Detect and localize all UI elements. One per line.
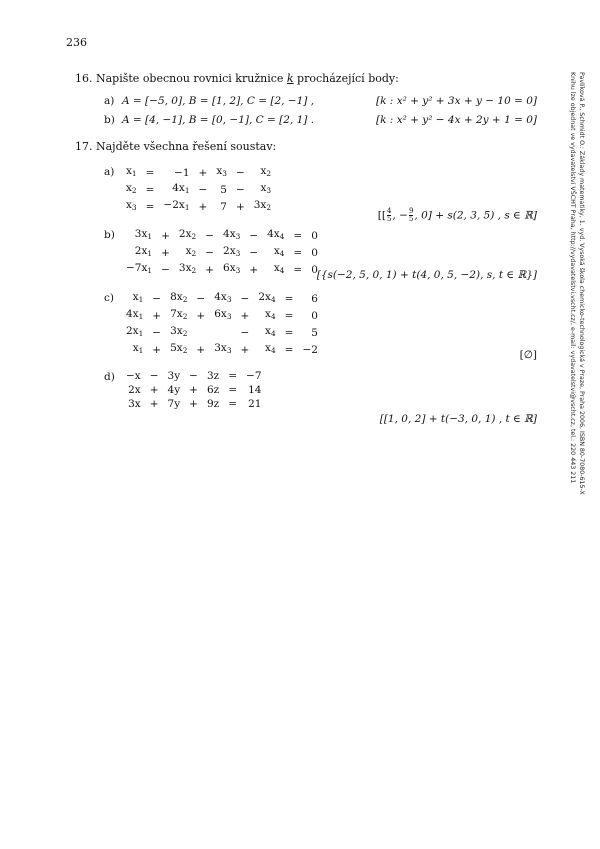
system-a	[124, 164, 273, 215]
system-b-row: $-7x_1$ − $3x_2$ + $6x_3$ + $x_4$ = 0	[126, 262, 318, 276]
problem-17d-answer: [[1, 0, 2] + t(−3, 0, 1) , t ∈ ℝ]	[379, 413, 537, 425]
system-d-row: 3x + 7y + 9z = 21	[128, 398, 262, 410]
system-c-row: $4x_1$ + $7x_2$ + $6x_3$ + $x_4$ = 0	[126, 308, 318, 322]
problem-16b-points: A = [4, −1], B = [0, −1], C = [2, 1] .	[122, 114, 315, 126]
problem-16-text: Napište obecnou rovnici kružnice	[96, 72, 287, 85]
problem-17b-label: b)	[104, 229, 115, 241]
system-c	[124, 290, 320, 358]
problem-16a-points: A = [−5, 0], B = [1, 2], C = [2, −1] ,	[122, 95, 315, 107]
system-b	[124, 227, 320, 278]
system-d-row: −x − 3y − 3z = −7	[126, 370, 262, 382]
problem-16-heading	[75, 72, 399, 85]
problem-17c-answer: [∅]	[519, 349, 537, 361]
problem-17c-label: c)	[104, 292, 114, 304]
problem-17b-answer: [{s(−2, 5, 0, 1) + t(4, 0, 5, −2), s, t ∈ ℝ}]	[316, 269, 537, 281]
side-copyright-line-1: Pavlíková P., Schmidt O.: Základy matematiky, 1. vyd. Vysoká škola chemicko-technologická v Praze, Praha 2006, ISBN 80-7080-615-X	[578, 72, 585, 495]
fraction: $\frac{4}{5}$	[387, 207, 392, 223]
system-b-row: $2x_1$ + $x_2$ − $2x_3$ − $x_4$ = 0	[134, 245, 318, 259]
fraction: $\frac{9}{5}$	[408, 207, 414, 223]
problem-17-text: Najděte všechna řešení soustav:	[96, 140, 277, 153]
side-copyright-line-2: Knihu lze objednat ve vydavatelství VŠCHT Praha, http://vydavatelstvi.vscht.cz/, e-mail: vydavatelstvi@vscht.cz, tel.: 220 443 211	[569, 72, 576, 484]
page-number: 236	[66, 36, 87, 49]
system-b-row: $3x_1$ + $2x_2$ − $4x_3$ − $4x_4$ = 0	[134, 228, 318, 242]
system-c-row: $x_1$ − $8x_2$ − $4x_3$ − $2x_4$ = 6	[132, 291, 318, 305]
system-c-row: $2x_1$ − $3x_2$ − $x_4$ = 5	[126, 325, 318, 339]
system-a-row: $x_3$ = $-2x_1$ + 7 + $3x_2$	[126, 199, 272, 213]
circle-name: k	[286, 72, 294, 85]
problem-17a-label: a)	[104, 166, 115, 178]
problem-16-text-end: procházející body:	[293, 72, 399, 85]
problem-17-number: 17.	[75, 140, 93, 153]
system-a-row: $x_2$ = $4x_1$ − 5 − $x_3$	[126, 182, 272, 196]
system-d-row: 2x + 4y + 6z = 14	[128, 384, 262, 396]
problem-17a-answer: [[ $\frac{4}{5}$ , − $\frac{9}{5}$ , 0] + s(2, 3, 5) , s ∈ ℝ]	[377, 207, 537, 223]
problem-17-heading	[75, 140, 276, 153]
problem-16a-label: a)	[104, 95, 115, 107]
problem-17d-label: d)	[104, 371, 115, 383]
problem-16-number: 16.	[75, 72, 93, 85]
side-copyright	[568, 72, 585, 572]
problem-16b-label: b)	[104, 114, 115, 126]
system-c-row: $x_1$ + $5x_2$ + $3x_3$ + $x_4$ = −2	[132, 342, 318, 356]
problem-16b-answer: [k : x² + y² − 4x + 2y + 1 = 0]	[376, 114, 537, 126]
system-d	[124, 369, 264, 411]
problem-16a-answer: [k : x² + y² + 3x + y − 10 = 0]	[376, 95, 537, 107]
system-a-row: $x_1$ = −1 + $x_3$ − $x_2$	[126, 165, 272, 179]
